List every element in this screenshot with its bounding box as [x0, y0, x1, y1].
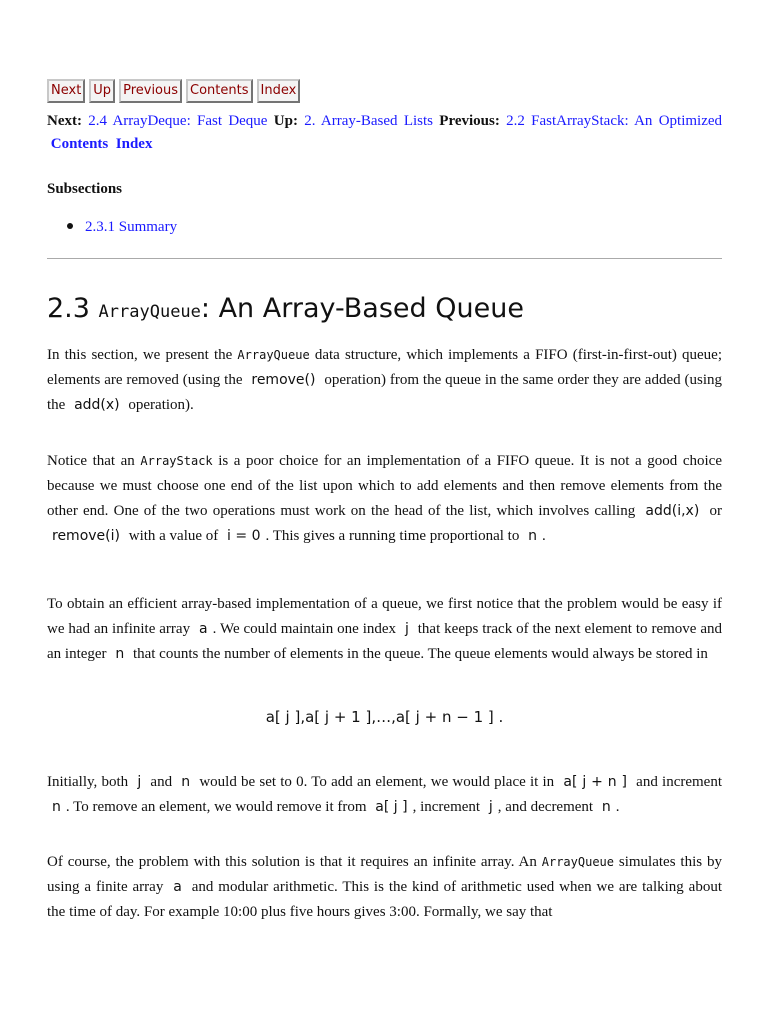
math: a[ j ]	[375, 799, 408, 815]
math: a[ j + n ]	[563, 774, 627, 790]
text: that keeps track of the next element to remove and an integer	[47, 621, 722, 662]
paragraph-4	[47, 770, 722, 820]
subsection-link-summary[interactable]: 2.3.1 Summary	[85, 219, 178, 235]
math: n	[528, 528, 537, 544]
paragraph-3	[47, 592, 722, 667]
text: is a poor choice for an implementation of a FIFO queue. It is not a good choice because we must choose one end of the list upon which to add elements and then remove elements from the other end. One of the two operations must work on the head of the list, which involves calling	[47, 453, 722, 519]
code: ArrayStack	[140, 454, 213, 468]
text: .	[615, 799, 620, 815]
math: add(i,x)	[645, 503, 700, 519]
text: To obtain an efficient array-based implementation of a queue, we first notice that the problem would be easy if we had an infinite array	[47, 596, 722, 637]
text: Initially, both	[47, 774, 133, 790]
next-label: Next:	[47, 113, 82, 129]
text: and increment	[631, 774, 722, 790]
text: and modular arithmetic. This is the kind of arithmetic used when we are talking about the time of day. For example 10:00 plus five hours gives 3:00. Formally, we say that	[47, 879, 723, 920]
text: . This gives a running time proportional to	[265, 528, 524, 544]
text: that counts the number of elements in the queue. The queue elements would always be stored in	[129, 646, 708, 662]
index-button[interactable]: Index	[257, 79, 301, 103]
text: . We could maintain one index	[212, 621, 400, 637]
math: n	[52, 799, 61, 815]
text: .	[541, 528, 546, 544]
up-button[interactable]: Up	[89, 79, 115, 103]
next-button[interactable]: Next	[47, 79, 85, 103]
paragraph-2	[47, 449, 722, 549]
index-link[interactable]: Index	[115, 136, 153, 152]
text: or	[704, 503, 722, 519]
text: , increment	[412, 799, 484, 815]
math: j	[404, 621, 409, 637]
title-text: : An Array-Based Queue	[200, 293, 524, 324]
code: ArrayQueue	[541, 855, 614, 869]
subsection-list	[67, 219, 177, 236]
code: ArrayQueue	[237, 348, 310, 362]
math: j	[488, 799, 493, 815]
up-label: Up:	[273, 113, 298, 129]
text: Notice that an	[47, 453, 141, 469]
math: n	[181, 774, 191, 790]
text: In this section, we present the	[47, 347, 238, 363]
text: Of course, the problem with this solution is that it requires an infinite array. An	[47, 854, 542, 870]
bullet-icon	[67, 223, 73, 229]
contents-link[interactable]: Contents	[50, 136, 109, 152]
text: . To remove an element, we would remove it from	[65, 799, 371, 815]
previous-label: Previous:	[439, 113, 500, 129]
text: would be set to 0. To add an element, we would place it in	[195, 774, 559, 790]
math: add(x)	[74, 397, 120, 413]
text: and	[146, 774, 177, 790]
math: i = 0	[227, 528, 261, 544]
next-link[interactable]: 2.4 ArrayDeque: Fast Deque	[88, 113, 268, 129]
divider	[47, 258, 722, 259]
nav-links	[47, 110, 722, 156]
paragraph-5	[47, 850, 722, 925]
paragraph-1	[47, 343, 722, 418]
text: with a value of	[124, 528, 223, 544]
title-code: ArrayQueue	[98, 302, 201, 322]
math: n	[601, 799, 611, 815]
math: j	[137, 774, 142, 790]
contents-button[interactable]: Contents	[186, 79, 252, 103]
nav-button-bar	[47, 79, 300, 103]
subsections-heading: Subsections	[47, 181, 123, 197]
text: operation).	[124, 397, 194, 413]
up-link[interactable]: 2. Array-Based Lists	[304, 113, 434, 129]
text: data structure, which implements a FIFO (first-in-first-out) queue; elements are removed (using the	[47, 347, 722, 388]
text: , and decrement	[497, 799, 597, 815]
previous-link[interactable]: 2.2 FastArrayStack: An Optimized	[506, 113, 723, 129]
text: operation) from the queue in the same order they are added (using the	[47, 372, 722, 413]
text: simulates this by using a finite array	[47, 854, 722, 895]
previous-button[interactable]: Previous	[119, 79, 182, 103]
math: remove(i)	[52, 528, 120, 544]
math: a	[173, 879, 182, 895]
math: a	[199, 621, 208, 637]
math: remove()	[251, 372, 316, 388]
page-title	[47, 293, 524, 324]
section-number: 2.3	[47, 293, 90, 324]
display-equation: a[ j ],a[ j + 1 ],…,a[ j + n − 1 ] .	[265, 708, 504, 726]
math: n	[115, 646, 125, 662]
